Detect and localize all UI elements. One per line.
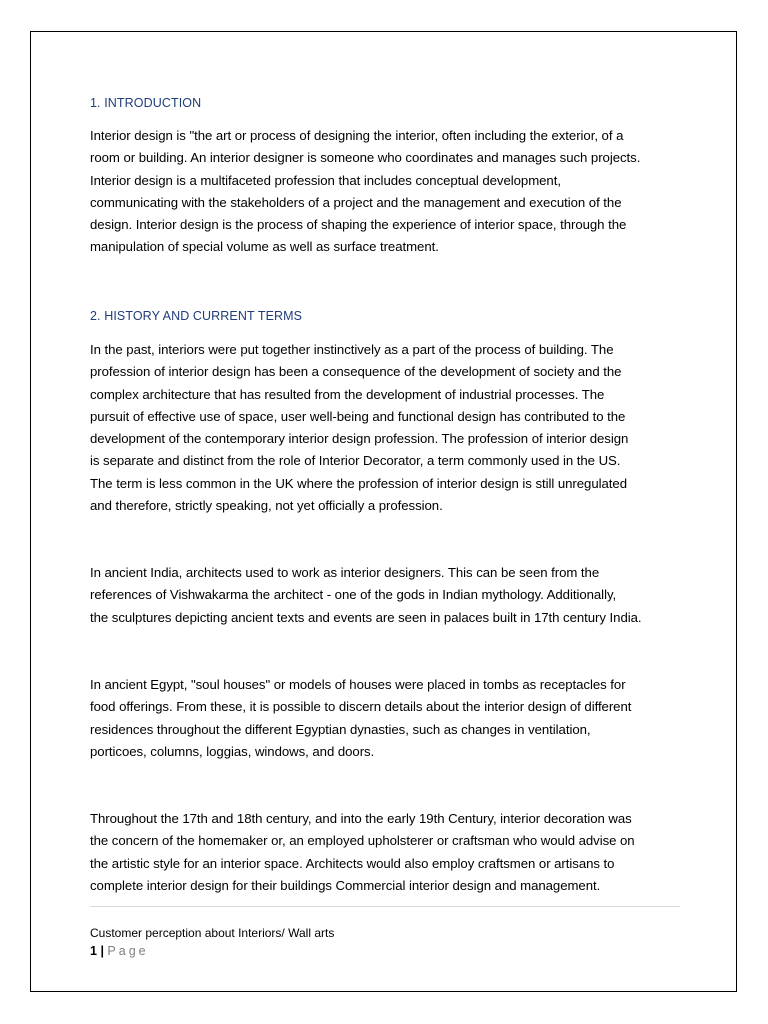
footer-page-indicator — [90, 943, 149, 959]
page-word: Page — [107, 944, 149, 958]
footer-divider — [90, 906, 680, 907]
page-number: 1 — [90, 944, 97, 958]
history-paragraph-egypt: In ancient Egypt, "soul houses" or models of houses were placed in tombs as receptacles for food offerings. From these, it is possible to discern details about the interior design of different residences throughout the different Egyptian dynasties, such as changes in ventilation, porticoes, columns, loggias, windows, and doors. — [90, 677, 632, 759]
history-paragraph-india: In ancient India, architects used to work as interior designers. This can be seen from the references of Vishwakarma the architect - one of the gods in Indian mythology. Additionally, the sculptures depicting ancient texts and events are seen in palaces built in 17th century India. — [90, 565, 642, 625]
section-heading-introduction: 1. INTRODUCTION — [90, 96, 202, 110]
page-separator: | — [100, 944, 104, 958]
footer-title: Customer perception about Interiors/ Wall arts — [90, 926, 335, 940]
history-paragraph-17th-century: Throughout the 17th and 18th century, and into the early 19th Century, interior decoration was the concern of the homemaker or, an employed upholsterer or craftsman who would advise on the artistic style for an interior space. Architects would also employ craftsmen or artisans to complete interior design for their buildings Commercial interior design and management. — [90, 811, 635, 893]
history-paragraph-1: In the past, interiors were put together instinctively as a part of the process of building. The profession of interior design has been a consequence of the development of society and the complex architecture that has resulted from the development of industrial processes. The pursuit of effective use of space, user well-being and functional design has contributed to the development of the contemporary interior design profession. The profession of interior design is separate and distinct from the role of Interior Decorator, a term commonly used in the US. The term is less common in the UK where the profession of interior design is still unregulated and therefore, strictly speaking, not yet officially a profession. — [90, 342, 629, 514]
section-heading-history: 2. HISTORY AND CURRENT TERMS — [90, 309, 303, 323]
introduction-paragraph: Interior design is "the art or process of designing the interior, often including the exterior, of a room or building. An interior designer is someone who coordinates and manages such projects. Interior design is a multifaceted profession that includes conceptual development, communicating with the stakeholders of a project and the management and execution of the design. Interior design is the process of shaping the experience of interior space, through the manipulation of special volume as well as surface treatment. — [90, 128, 641, 255]
